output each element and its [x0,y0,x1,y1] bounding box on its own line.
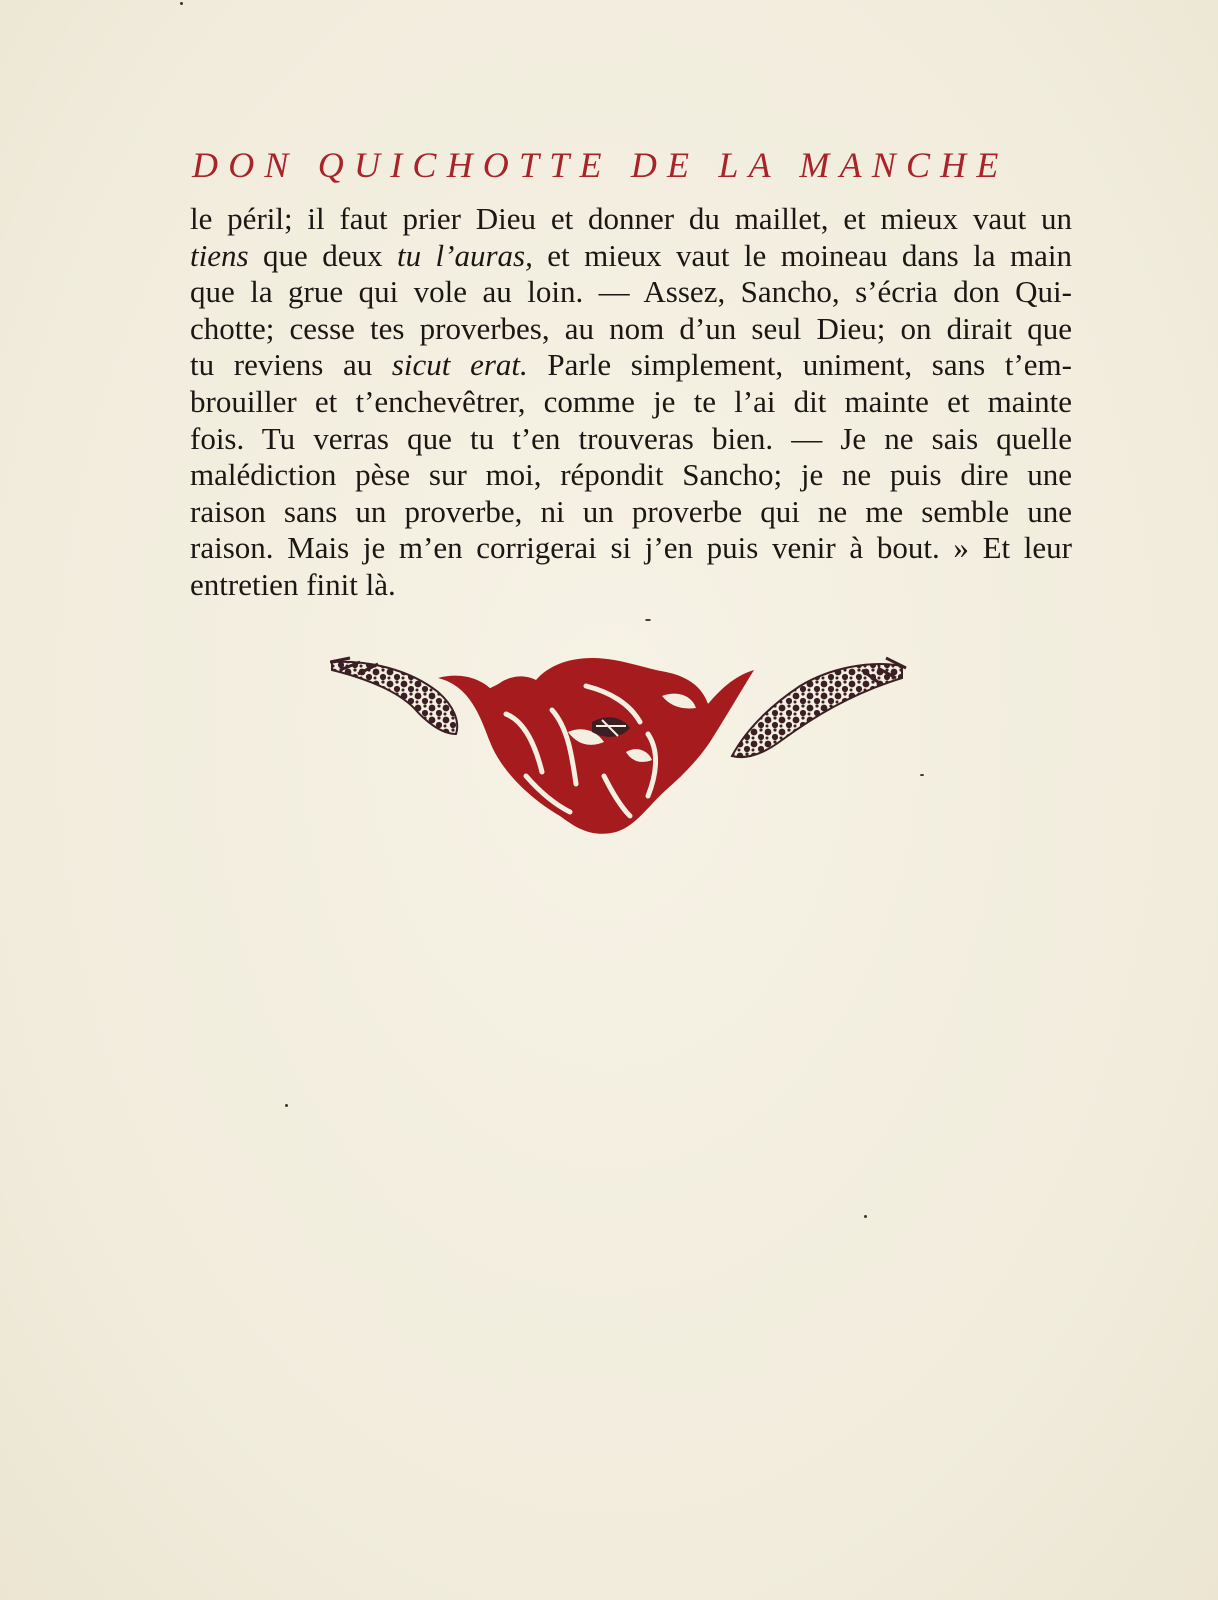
body-text [190,201,1072,604]
text-line [190,457,1072,494]
speck [285,1104,288,1107]
text-run: entretien finit là. [190,566,396,602]
woodcut-tailpiece-icon [330,656,930,856]
text-line [190,567,1072,604]
text-run: que la grue qui vole au loin. — Assez, Sancho, s’écria don Qui- [190,274,1072,310]
text-run: brouiller et t’enchevêtrer, comme je te l’ai dit mainte et mainte [190,383,1072,419]
text-line [190,421,1072,458]
text-line [190,494,1072,531]
italic-phrase: tu l’auras, [396,237,533,273]
text-run: le péril; il faut prier Dieu et donner du maillet, et mieux vaut un [190,201,1072,236]
speck [180,2,183,5]
speck [645,619,651,621]
text-run: fois. Tu verras que tu t’en trouveras bien. — Je ne sais quelle [190,420,1072,456]
text-line [190,238,1072,275]
speck [864,1215,867,1218]
text-run: raison. Mais je m’en corrigerai si j’en puis venir à bout. » Et leur [190,530,1072,566]
text-line [190,530,1072,567]
text-run: malédiction pèse sur moi, répondit Sancho; je ne puis dire une [190,457,1072,493]
text-line [190,274,1072,311]
speck [920,774,924,776]
text-run: tu reviens au [190,347,392,383]
text-run: Parle simplement, uniment, sans t’em- [527,347,1072,383]
text-run: et mieux vaut le moineau dans la main [532,237,1072,273]
text-run: que deux [248,237,397,273]
italic-phrase: tiens [190,237,249,273]
text-line [190,384,1072,421]
text-line [190,311,1072,348]
text-line [190,201,1072,238]
text-run: raison sans un proverbe, ni un proverbe qui ne me semble une [190,493,1072,529]
running-head: DON QUICHOTTE DE LA MANCHE [192,145,1009,185]
text-run: chotte; cesse tes proverbes, au nom d’un seul Dieu; on dirait que [190,310,1072,346]
italic-phrase: sicut erat. [391,347,528,383]
text-line [190,347,1072,384]
